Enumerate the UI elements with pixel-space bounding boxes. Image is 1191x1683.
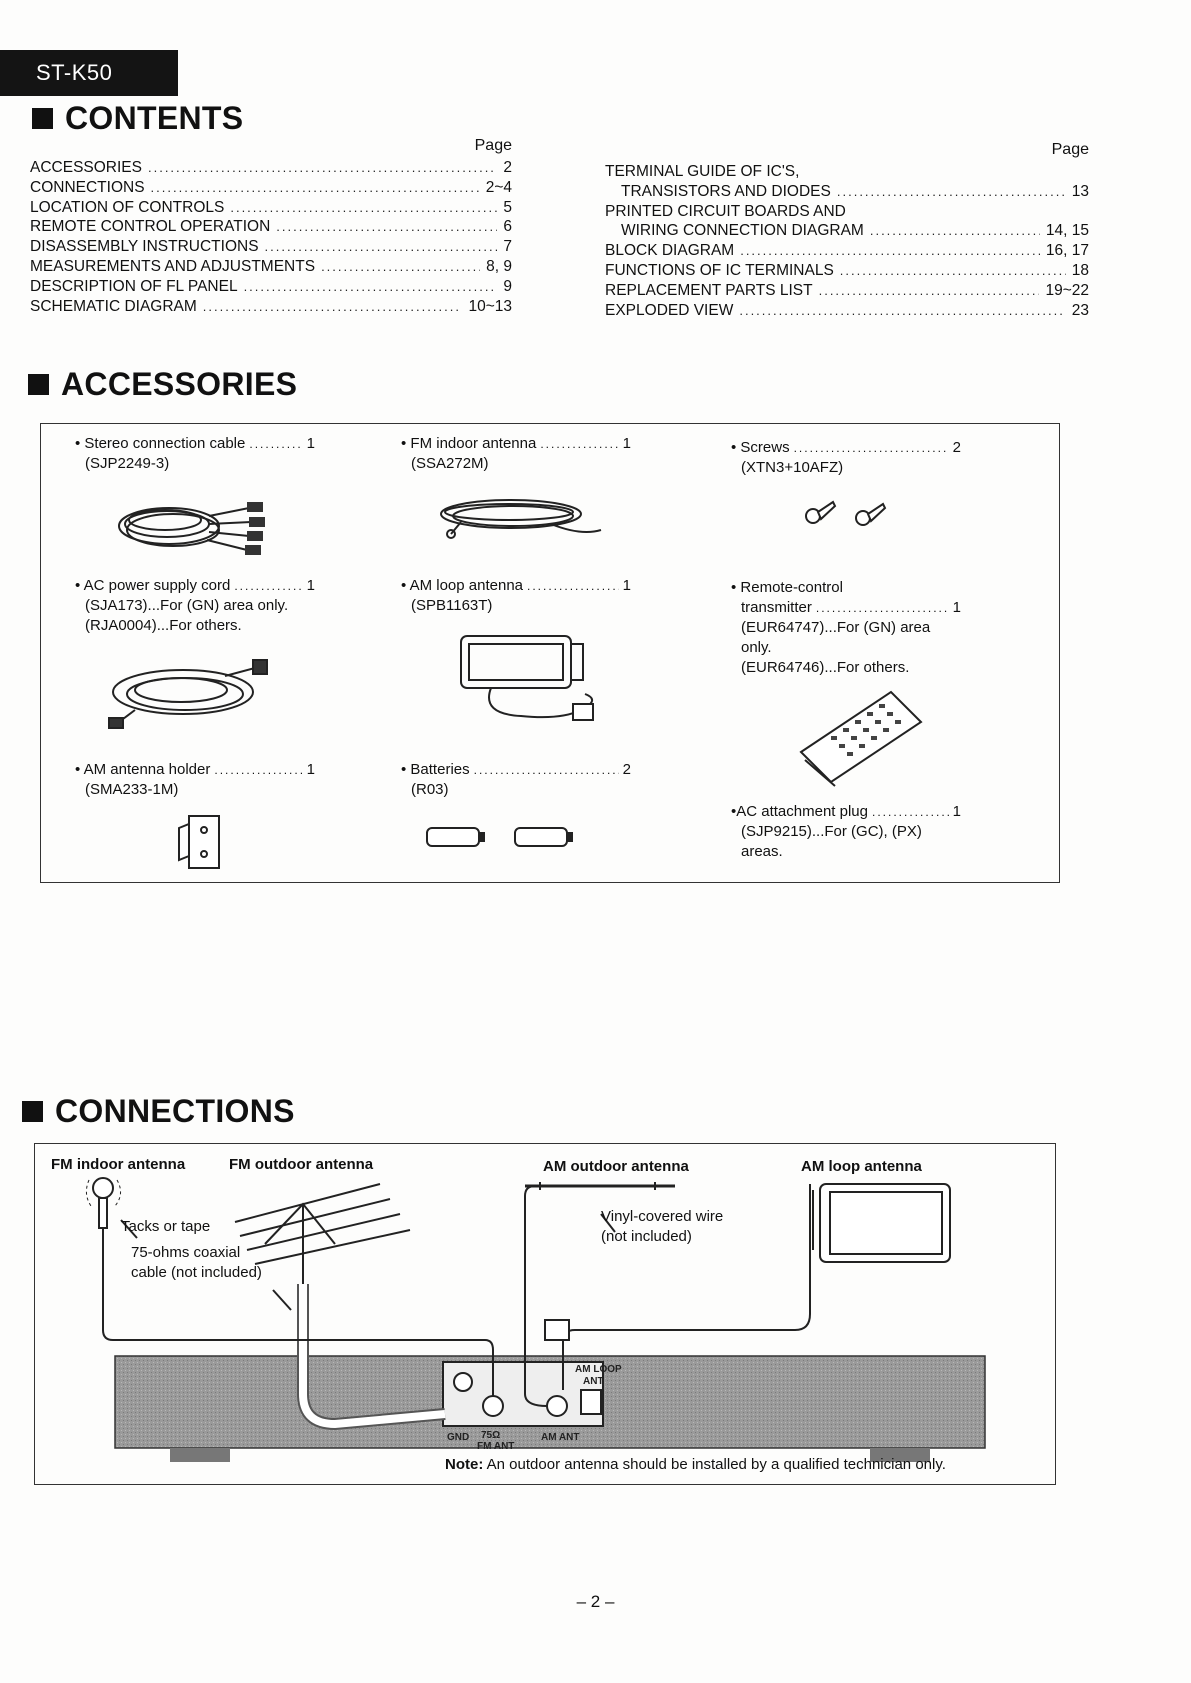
accessory-name: • Batteries — [401, 761, 470, 778]
remote-control-icon — [791, 682, 931, 787]
accessory-part: (EUR64747)...For (GN) area only. — [741, 619, 931, 656]
accessory-qty: 1 — [622, 435, 631, 452]
accessory-part: (R03) — [411, 781, 449, 798]
toc-left — [30, 136, 512, 316]
screws-icon — [801, 492, 911, 532]
accessory-name: • AM loop antenna — [401, 577, 524, 594]
note-text: An outdoor antenna should be installed by a qualified technician only. — [486, 1456, 946, 1473]
toc-page: 5 — [503, 198, 512, 216]
tuner-foot-left — [170, 1448, 230, 1462]
toc-row[interactable] — [605, 261, 1089, 281]
toc-page: 23 — [1071, 301, 1089, 319]
accessory-name: •AC attachment plug — [731, 803, 868, 820]
contents-heading — [32, 100, 243, 137]
toc-page: 18 — [1071, 261, 1089, 279]
connections-diagram-drawing — [35, 1144, 1055, 1484]
am-terminal — [547, 1396, 567, 1416]
accessory-screws — [731, 438, 961, 532]
label-vinyl-line1: Vinyl-covered wire — [601, 1208, 724, 1225]
toc-page: 14, 15 — [1045, 222, 1089, 240]
toc-page: 7 — [503, 238, 512, 256]
toc-label: ACCESSORIES — [30, 159, 142, 176]
accessories-heading — [28, 366, 297, 403]
accessory-name: • FM indoor antenna — [401, 435, 537, 452]
label-coax-line2: cable (not included) — [131, 1264, 262, 1281]
toc-label: FUNCTIONS OF IC TERMINALS — [605, 261, 834, 279]
term-label-loop: AM LOOP — [575, 1364, 622, 1375]
toc-label: CONNECTIONS — [30, 178, 145, 196]
toc-label: EXPLODED VIEW — [605, 301, 734, 319]
term-label-loop-ant: ANT — [583, 1376, 604, 1387]
toc-page-header-right: Page — [1051, 141, 1089, 158]
toc-row[interactable] — [30, 158, 512, 178]
toc-label: DISASSEMBLY INSTRUCTIONS — [30, 238, 259, 256]
accessory-batteries — [401, 760, 631, 852]
toc-right — [605, 140, 1089, 320]
accessory-part: (SMA233-1M) — [85, 781, 179, 798]
model-tag: ST-K50 — [0, 50, 178, 96]
fm-terminal — [483, 1396, 503, 1416]
accessory-name: • AM antenna holder — [75, 761, 211, 778]
heading-square-icon — [22, 1101, 43, 1122]
toc-row[interactable] — [605, 162, 1089, 182]
accessory-part: areas. — [741, 843, 783, 860]
label-am-loop: AM loop antenna — [801, 1158, 922, 1175]
accessories-box — [40, 423, 1060, 883]
accessory-part: (SSA272M) — [411, 455, 489, 472]
accessory-qty: 1 — [622, 577, 631, 594]
toc-label: MEASUREMENTS AND ADJUSTMENTS — [30, 257, 316, 275]
toc-page: 10~13 — [468, 297, 512, 315]
ac-cord-icon — [105, 650, 275, 730]
label-fm-indoor: FM indoor antenna — [51, 1156, 186, 1173]
accessory-ac-plug — [731, 802, 961, 862]
toc-row[interactable] — [30, 178, 512, 198]
toc-label: WIRING CONNECTION DIAGRAM — [621, 222, 864, 240]
accessory-name: • Remote-control — [731, 579, 843, 596]
accessory-part: (RJA0004)...For others. — [85, 617, 242, 634]
heading-square-icon — [32, 108, 53, 129]
accessory-name: • AC power supply cord — [75, 577, 231, 594]
toc-label: LOCATION OF CONTROLS — [30, 198, 225, 216]
toc-row[interactable] — [30, 257, 512, 277]
toc-page: 2 — [503, 159, 512, 176]
toc-row[interactable] — [30, 198, 512, 218]
stereo-cable-icon — [109, 486, 279, 566]
toc-row[interactable] — [605, 281, 1089, 301]
accessory-part: (SJP9215)...For (GC), (PX) — [741, 823, 922, 840]
toc-label: REMOTE CONTROL OPERATION — [30, 218, 271, 236]
toc-label: PRINTED CIRCUIT BOARDS AND — [605, 202, 846, 220]
fm-indoor-antenna-icon — [93, 1178, 113, 1228]
accessory-qty: 1 — [306, 577, 315, 594]
accessory-qty: 1 — [306, 435, 315, 452]
connections-heading — [22, 1093, 295, 1130]
term-label-fm: FM ANT — [477, 1441, 515, 1452]
accessory-part: (EUR64746)...For others. — [741, 659, 910, 676]
batteries-icon — [423, 822, 583, 852]
toc-label: BLOCK DIAGRAM — [605, 242, 735, 260]
connections-note — [445, 1456, 946, 1473]
label-vinyl-line2: (not included) — [601, 1228, 692, 1245]
accessory-am-loop — [401, 576, 631, 734]
note-label: Note: — [445, 1456, 484, 1473]
gnd-terminal — [454, 1373, 472, 1391]
toc-page: 16, 17 — [1045, 242, 1089, 260]
toc-page: 19~22 — [1045, 281, 1089, 299]
accessory-qty: 1 — [306, 761, 315, 778]
toc-page: 2~4 — [485, 178, 512, 196]
accessory-fm-indoor — [401, 434, 631, 556]
accessory-qty: 2 — [952, 439, 961, 456]
toc-row[interactable] — [605, 301, 1089, 321]
toc-label: DESCRIPTION OF FL PANEL — [30, 277, 238, 295]
accessory-qty: 1 — [952, 599, 961, 616]
toc-page: 6 — [503, 218, 512, 236]
antenna-holder-icon — [175, 810, 225, 872]
accessory-part: (SJP2249-3) — [85, 455, 170, 472]
connections-diagram — [34, 1143, 1056, 1485]
accessory-remote — [731, 578, 961, 787]
am-loop-terminal — [581, 1390, 601, 1414]
accessory-name: transmitter — [741, 599, 812, 616]
toc-row[interactable] — [605, 241, 1089, 261]
toc-row[interactable] — [30, 297, 512, 317]
accessories-title: ACCESSORIES — [61, 366, 298, 402]
toc-row[interactable] — [605, 202, 1089, 222]
accessory-name: • Screws — [731, 439, 790, 456]
label-tacks: Tacks or tape — [121, 1218, 211, 1235]
accessory-part: (XTN3+10AFZ) — [741, 459, 844, 476]
toc-row[interactable] — [30, 217, 512, 237]
label-fm-outdoor: FM outdoor antenna — [229, 1156, 374, 1173]
term-label-gnd: GND — [447, 1432, 470, 1443]
accessory-qty: 2 — [622, 761, 631, 778]
toc-row[interactable] — [605, 221, 1089, 241]
heading-square-icon — [28, 374, 49, 395]
am-loop-antenna-icon — [451, 624, 611, 734]
toc-page: 13 — [1071, 182, 1089, 200]
toc-row[interactable] — [30, 237, 512, 257]
term-label-am: AM ANT — [541, 1432, 580, 1443]
term-label-75: 75Ω — [481, 1430, 501, 1441]
toc-page: 9 — [503, 277, 512, 295]
contents-title: CONTENTS — [65, 100, 244, 136]
accessory-stereo-cable — [75, 434, 315, 566]
connections-title: CONNECTIONS — [55, 1093, 295, 1129]
toc-label: REPLACEMENT PARTS LIST — [605, 281, 813, 299]
toc-page-header: Page — [474, 137, 512, 154]
toc-label: TRANSISTORS AND DIODES — [621, 182, 831, 200]
toc-label: TERMINAL GUIDE OF IC'S, — [605, 163, 800, 180]
page-number: – 2 – — [576, 1592, 615, 1611]
accessory-am-holder — [75, 760, 315, 872]
accessory-part: (SPB1163T) — [411, 597, 493, 614]
accessory-name: • Stereo connection cable — [75, 435, 246, 452]
label-am-outdoor: AM outdoor antenna — [543, 1158, 689, 1175]
label-coax-line1: 75-ohms coaxial — [131, 1244, 241, 1261]
toc-row[interactable] — [30, 277, 512, 297]
toc-page: 8, 9 — [486, 257, 512, 275]
accessory-qty: 1 — [952, 803, 961, 820]
toc-label: SCHEMATIC DIAGRAM — [30, 297, 197, 315]
fm-outdoor-antenna-elements — [235, 1184, 410, 1264]
accessory-ac-cord — [75, 576, 315, 730]
accessory-part: (SJA173)...For (GN) area only. — [85, 597, 289, 614]
fm-antenna-icon — [431, 486, 611, 556]
toc-row[interactable] — [605, 182, 1089, 202]
